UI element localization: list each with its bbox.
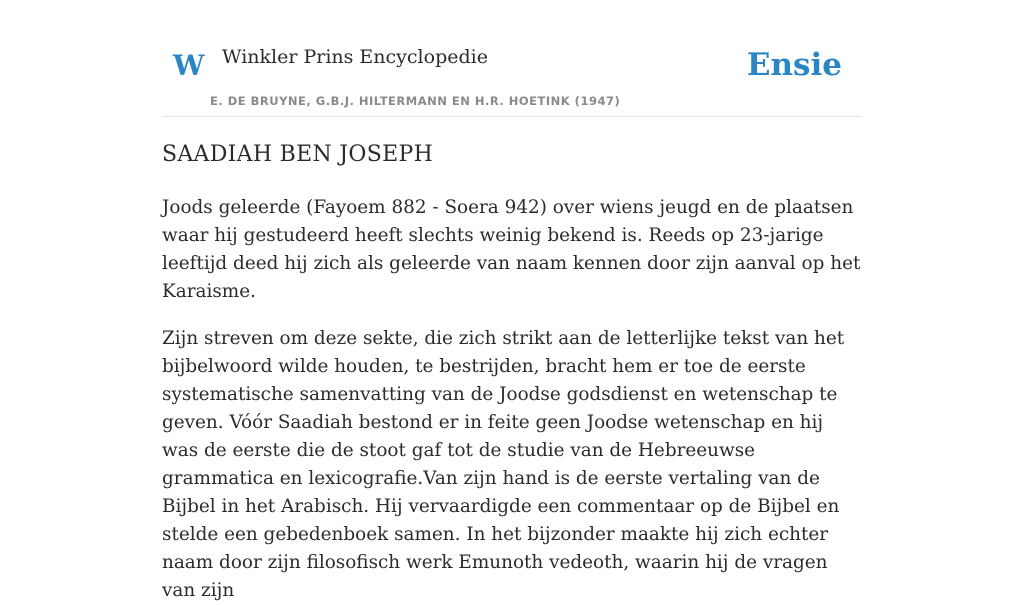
article-paragraph: Joods geleerde (Fayoem 882 - Soera 942) over wiens jeugd en de plaatsen waar hij gestudeerd heeft slechts weinig bekend is. Reeds op 23-jarige leeftijd deed hij zich als geleerde van naam kennen door zijn aanval op het Karaisme.: [162, 197, 861, 303]
source-title[interactable]: Winkler Prins Encyclopedie: [222, 46, 488, 68]
article-paragraph: Zijn streven om deze sekte, die zich strikt aan de letterlijke tekst van het bijbelwoord wilde houden, te bestrijden, bracht hem er toe de eerste systematische samenvatting van de Joodse godsdienst en wetenschap te geven. Vóór Saadiah bestond er in feite geen Joodse wetenschap en hij was de eerste die de stoot gaf tot de studie van de Hebreeuwse grammatica en lexicografie.Van zijn hand is de eerste vertaling van de Bijbel in het Arabisch. Hij vervaardigde een commentaar op de Bijbel en stelde een gebedenboek samen. In het bijzonder maakte hij zich echter naam door zijn filosofisch werk Emunoth vedeoth, waarin hij de vragen van zijn: [162, 328, 845, 602]
encyclopedia-page: [162, 0, 862, 602]
article-title: SAADIAH BEN JOSEPH: [162, 142, 434, 167]
winkler-prins-logo[interactable]: W: [173, 49, 205, 82]
article-body: [162, 194, 862, 605]
source-authors: E. DE BRUYNE, G.B.J. HILTERMANN EN H.R. HOETINK (1947): [210, 94, 621, 108]
source-header: [162, 0, 862, 117]
ensie-logo[interactable]: Ensie: [746, 47, 842, 83]
